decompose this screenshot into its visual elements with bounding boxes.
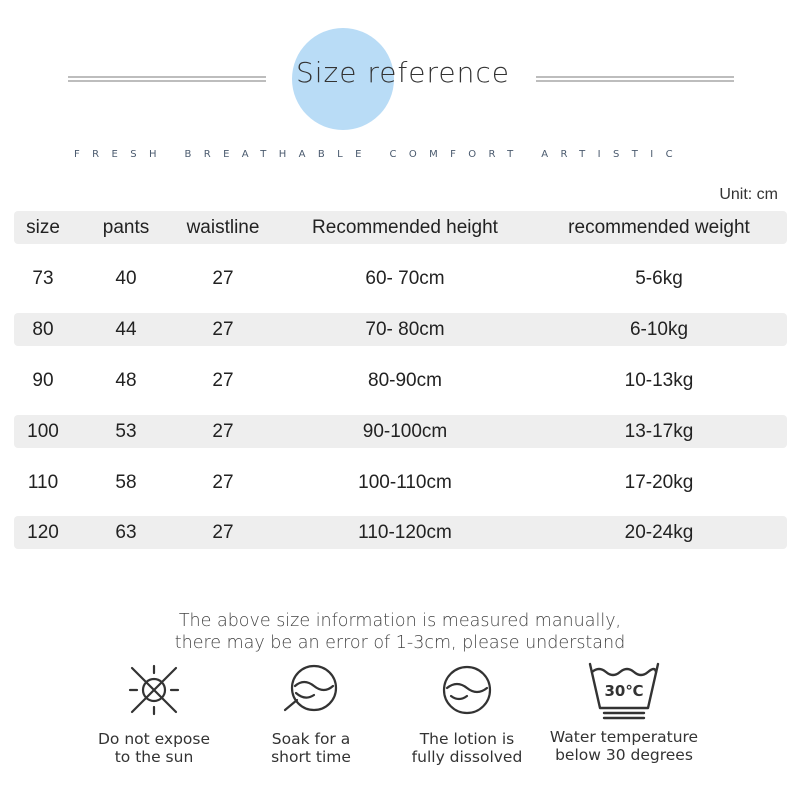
page-subtitle: FRESH BREATHABLE COMFORT ARTISTIC bbox=[74, 149, 685, 160]
care-label-line-1: Do not expose bbox=[97, 730, 211, 748]
page-title: Size reference bbox=[295, 56, 511, 89]
cell-pants: 58 bbox=[115, 472, 137, 493]
wash-temperature-badge: 30℃ bbox=[604, 682, 644, 700]
table-row bbox=[14, 415, 787, 448]
care-label-line-2: short time bbox=[271, 748, 351, 766]
cell-waistline: 27 bbox=[212, 421, 234, 442]
cell-pants: 53 bbox=[115, 421, 137, 442]
cell-size: 73 bbox=[32, 268, 54, 289]
cell-weight: 13-17kg bbox=[624, 421, 694, 442]
cell-waistline: 27 bbox=[212, 370, 234, 391]
table-row bbox=[14, 262, 787, 295]
cell-pants: 48 bbox=[115, 370, 137, 391]
cell-weight: 6-10kg bbox=[629, 319, 689, 340]
table-header-row bbox=[14, 211, 787, 244]
notice-line-2: there may be an error of 1-3cm, please understand bbox=[174, 633, 626, 653]
cell-size: 110 bbox=[27, 472, 59, 493]
cell-waistline: 27 bbox=[212, 268, 234, 289]
cell-size: 90 bbox=[32, 370, 54, 391]
care-item-no-sun bbox=[69, 660, 239, 766]
column-header-height: Recommended height bbox=[312, 217, 498, 238]
notice-line-1: The above size information is measured manually, bbox=[178, 611, 622, 631]
cell-pants: 44 bbox=[115, 319, 137, 340]
table-row bbox=[14, 364, 787, 397]
care-item-soak bbox=[226, 660, 396, 766]
no-sun-icon bbox=[124, 660, 184, 720]
care-item-wash-30 bbox=[539, 660, 709, 764]
lotion-dissolved-icon bbox=[437, 660, 497, 720]
care-label-line-2: below 30 degrees bbox=[555, 746, 693, 764]
care-label-line-2: fully dissolved bbox=[411, 748, 523, 766]
care-label-line-1: Water temperature bbox=[549, 728, 699, 746]
cell-pants: 63 bbox=[115, 522, 137, 543]
cell-size: 80 bbox=[32, 319, 54, 340]
cell-pants: 40 bbox=[115, 268, 137, 289]
cell-weight: 10-13kg bbox=[624, 370, 694, 391]
care-label-line-2: to the sun bbox=[114, 748, 194, 766]
cell-weight: 17-20kg bbox=[624, 472, 694, 493]
cell-height: 70- 80cm bbox=[365, 319, 445, 340]
cell-height: 90-100cm bbox=[362, 421, 448, 442]
cell-weight: 20-24kg bbox=[624, 522, 694, 543]
cell-height: 60- 70cm bbox=[365, 268, 445, 289]
care-label-line-1: Soak for a bbox=[271, 730, 351, 748]
unit-label: Unit: cm bbox=[719, 186, 778, 203]
cell-waistline: 27 bbox=[212, 522, 234, 543]
cell-height: 110-120cm bbox=[358, 522, 452, 543]
cell-height: 100-110cm bbox=[358, 472, 452, 493]
care-item-lotion bbox=[382, 660, 552, 766]
column-header-pants: pants bbox=[102, 217, 150, 238]
cell-weight: 5-6kg bbox=[635, 268, 683, 289]
cell-waistline: 27 bbox=[212, 472, 234, 493]
table-row bbox=[14, 313, 787, 346]
table-row bbox=[14, 516, 787, 549]
care-label-line-1: The lotion is bbox=[419, 730, 515, 748]
table-row bbox=[14, 466, 787, 499]
cell-size: 100 bbox=[27, 421, 59, 442]
cell-height: 80-90cm bbox=[368, 370, 442, 391]
column-header-weight: recommended weight bbox=[568, 217, 750, 238]
column-header-size: size bbox=[26, 217, 60, 238]
column-header-waistline: waistline bbox=[186, 217, 260, 238]
cell-waistline: 27 bbox=[212, 319, 234, 340]
cell-size: 120 bbox=[27, 522, 59, 543]
soak-icon bbox=[281, 660, 341, 720]
wash-30-icon bbox=[586, 660, 662, 722]
